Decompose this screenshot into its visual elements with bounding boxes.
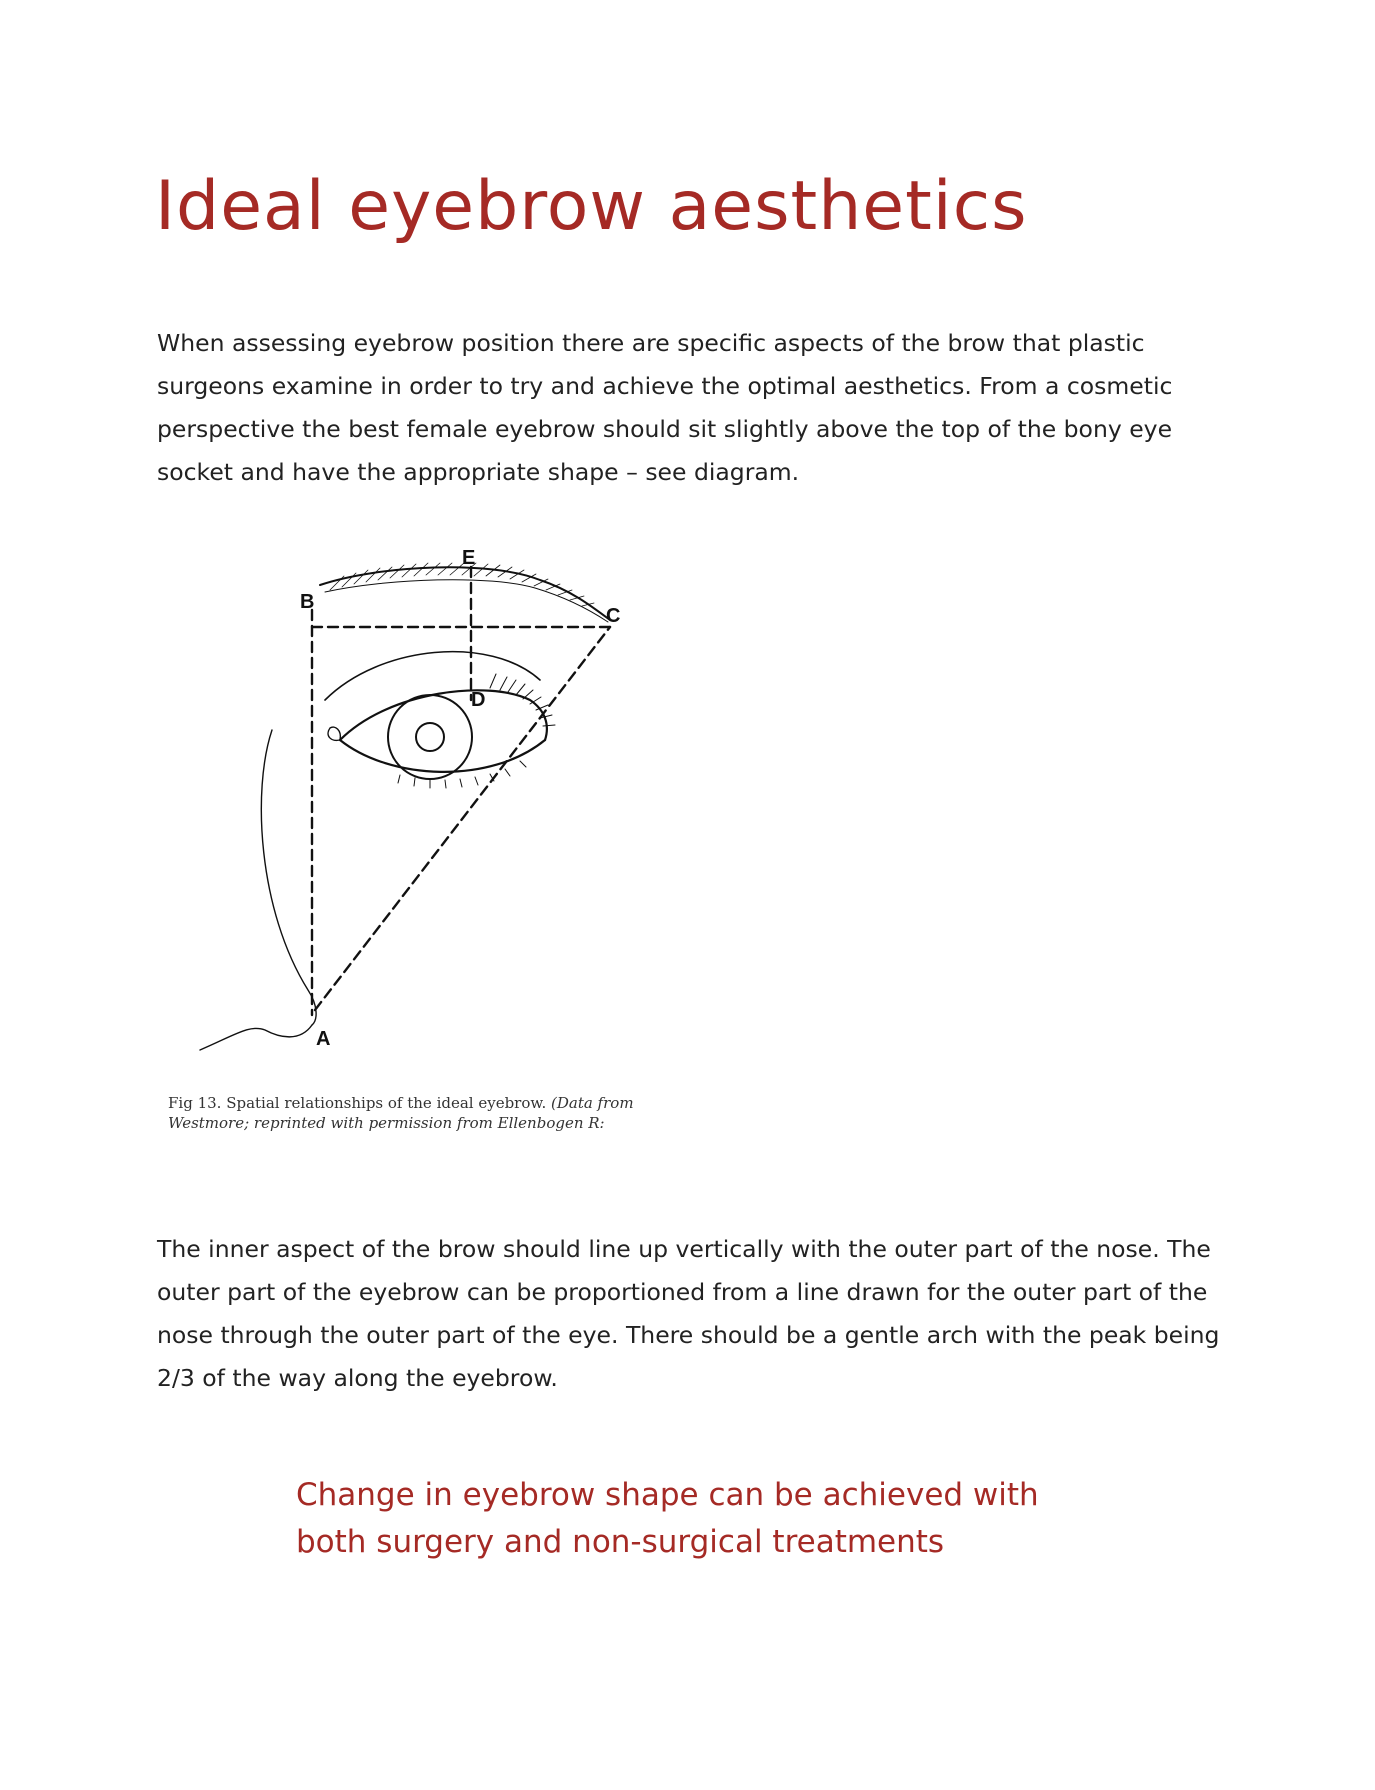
page-title: Ideal eyebrow aesthetics — [155, 167, 1028, 246]
body-paragraph: The inner aspect of the brow should line up vertically with the outer part of the nose. The outer part of the eyebrow can be proportioned from a line drawn for the outer part of the nose through the outer part of the eye. There should be a gentle arch with the peak being 2/3 of the way along the eyebrow. — [157, 1235, 1220, 1392]
line-a-c — [315, 627, 610, 1010]
caption-line-1-italic: (Data from — [551, 1094, 634, 1112]
pupil — [416, 723, 444, 751]
caption-line-1-regular: Fig 13. Spatial relationships of the ideal eyebrow. — [168, 1094, 547, 1112]
caption-line-2: Westmore; reprinted with permission from Ellenbogen R: — [168, 1114, 605, 1132]
nose-profile — [261, 730, 316, 1025]
eyebrow-diagram-svg — [190, 530, 690, 1060]
intro-paragraph: When assessing eyebrow position there are specific aspects of the brow that plastic surgeons examine in order to try and achieve the optimal aesthetics. From a cosmetic perspective the best female eyebrow should sit slightly above the top of the bony eye socket and have the appropriate shape – see diagram. — [157, 329, 1173, 486]
eyebrow-diagram — [190, 530, 690, 1060]
nostril-curve — [200, 1025, 312, 1050]
label-b: B — [300, 591, 315, 613]
figure-caption — [168, 1093, 688, 1133]
iris — [388, 695, 472, 779]
label-c: C — [606, 605, 621, 627]
callout-line-2: both surgery and non-surgical treatments — [296, 1524, 945, 1560]
eyebrow-upper-arc — [320, 567, 610, 620]
label-d: D — [471, 689, 486, 711]
callout — [296, 1472, 1196, 1566]
caption-line-1 — [168, 1093, 688, 1113]
eye-inner-corner — [328, 727, 340, 740]
eyebrow-lower-arc — [325, 580, 608, 622]
label-e: E — [462, 547, 476, 569]
callout-line-1: Change in eyebrow shape can be achieved with — [296, 1477, 1039, 1513]
label-a: A — [316, 1028, 331, 1050]
